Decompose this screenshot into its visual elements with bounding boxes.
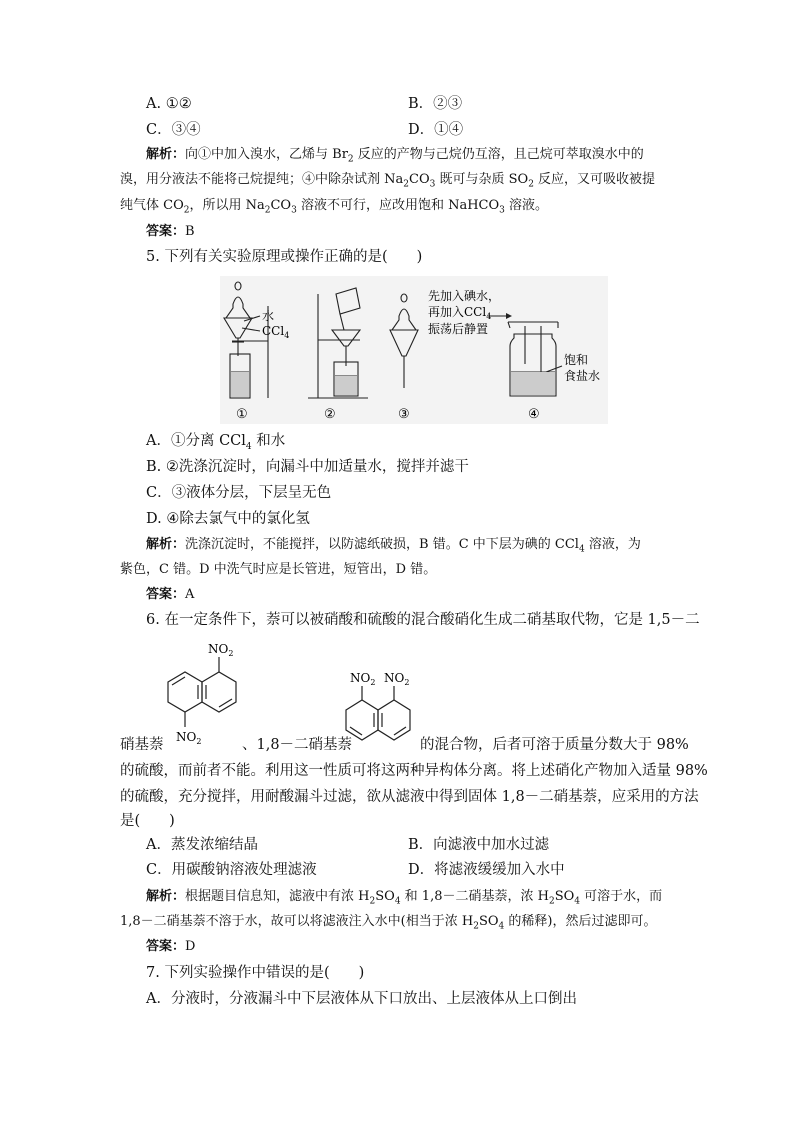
q6-option-b: B．向滤液中加水过滤 (408, 837, 550, 853)
subscript: 3 (291, 205, 297, 216)
subscript: 2 (183, 205, 190, 216)
text: 既可与杂质 SO (435, 172, 529, 187)
subscript: 4 (394, 896, 401, 907)
note-line-2 (428, 304, 491, 321)
subscript: 2 (347, 154, 354, 165)
q4-option-b: B．②③ (408, 96, 463, 112)
figure-number-1: ① (236, 407, 248, 422)
no2-label (350, 671, 375, 687)
analysis-label: 解析： (146, 537, 186, 552)
q6-stem-line-4: 的硫酸，充分搅拌，用耐酸漏斗过滤，欲从滤液中得到固体 1,8－二硝基萘，应采用的方法 (120, 789, 699, 805)
q5-answer (146, 584, 194, 606)
label-water: 水 (262, 309, 275, 323)
text: 溶液，为 (584, 537, 641, 552)
subscript: 2 (548, 896, 555, 907)
no2-label (208, 642, 233, 658)
q6-analysis-line-1 (146, 886, 662, 913)
answer-label: 答案： (146, 587, 186, 602)
subscript: 2 (473, 921, 479, 932)
text: 和水 (251, 433, 286, 449)
q4-answer (146, 221, 195, 243)
text: 1,8－二硝基萘不溶于水，故可以将滤液注入水中(相当于浓 H (120, 914, 474, 929)
text: NO (350, 671, 371, 685)
q5-stem: 5. 下列有关实验原理或操作正确的是( ) (146, 249, 423, 265)
text: 洗涤沉淀时，不能搅拌，以防滤纸破损，B 错。C 中下层为碘的 CCl (185, 537, 579, 552)
subscript: 2 (370, 678, 376, 687)
subscript: 2 (228, 649, 234, 658)
answer-label: 答案： (146, 224, 186, 239)
no2-label (384, 671, 409, 687)
analysis-label: 解析： (146, 889, 186, 904)
q7-stem: 7. 下列实验操作中错误的是( ) (146, 965, 365, 981)
answer-value: A (185, 587, 195, 602)
q5-option-a (146, 430, 285, 458)
q4-analysis-line-3 (120, 195, 548, 222)
subscript: 4 (498, 921, 505, 932)
q6-stem-line-3: 的硫酸，而前者不能。利用这一性质可将这两种异构体分离。将上述硝化产物加入适量 98% (120, 763, 708, 779)
text: 纯气体 CO (120, 198, 184, 213)
subscript: 2 (369, 896, 376, 907)
q6-stem-line-2b: 、1,8－二硝基萘 (242, 737, 353, 753)
analysis-label: 解析： (146, 147, 186, 162)
figure-number-4: ④ (528, 407, 540, 422)
answer-value: D (185, 939, 196, 954)
subscript: 4 (574, 896, 581, 907)
text: 溴，用分液法不能将己烷提纯；④中除杂试剂 Na (120, 172, 404, 187)
q4-option-a: A. ①② (146, 96, 192, 112)
text: 可溶于水，而 (580, 889, 663, 904)
text: 和 1,8－二硝基萘，浓 H (400, 889, 549, 904)
subscript: 2 (528, 179, 534, 190)
subscript: 2 (404, 678, 410, 687)
liquid-layer (335, 376, 357, 395)
liquid-layer (231, 372, 249, 397)
text: SO (478, 914, 499, 929)
q6-answer (146, 936, 195, 958)
subscript: 4 (284, 331, 290, 340)
q6-stem-line-1: 6. 在一定条件下，萘可以被硝酸和硫酸的混合酸硝化生成二硝基取代物，它是 1,5－二 (146, 612, 700, 628)
q4-analysis-line-1 (146, 144, 644, 171)
q5-option-d: D. ④除去氯气中的氯化氢 (146, 511, 310, 527)
label-brine-1: 饱和 (564, 353, 589, 367)
text: CCl (262, 324, 285, 338)
subscript: 4 (486, 312, 492, 321)
q6-option-a: A．蒸发浓缩结晶 (146, 837, 258, 853)
figure-number-3: ③ (398, 407, 410, 422)
text: NO (384, 671, 405, 685)
note-line-1: 先加入碘水， (428, 289, 501, 303)
q4-option-d: D．①④ (408, 122, 464, 138)
text: SO (375, 889, 395, 904)
q4-analysis-line-2 (120, 169, 655, 196)
q5-analysis-line-2: 紫色，C 错。D 中洗气时应是长管进，短管出，D 错。 (120, 562, 437, 577)
no2-label (176, 730, 201, 746)
subscript: 2 (403, 179, 409, 190)
text: NO (176, 730, 197, 744)
q7-option-a: A．分液时，分液漏斗中下层液体从下口放出、上层液体从上口倒出 (146, 991, 577, 1007)
liquid-layer (511, 372, 555, 395)
subscript: 4 (578, 544, 585, 555)
text: 反应，又可吸收被提 (533, 172, 656, 187)
text: 反应的产物与己烷仍互溶，且己烷可萃取溴水中的 (353, 147, 644, 162)
figure-background (220, 276, 608, 424)
structure-1-5-dinitronaphthalene (160, 635, 250, 755)
q5-option-b: B. ②洗涤沉淀时，向漏斗中加适量水，搅拌并滤干 (146, 459, 469, 475)
q5-option-c: C．③液体分层，下层呈无色 (146, 485, 332, 501)
q6-option-c: C．用碳酸钠溶液处理滤液 (146, 862, 317, 878)
subscript: 4 (245, 441, 252, 452)
answer-label: 答案： (146, 939, 186, 954)
q5-analysis-line-1 (146, 534, 641, 561)
q6-stem-line-5: 是( ) (120, 813, 175, 829)
label-brine-2: 食盐水 (564, 369, 601, 383)
q5-apparatus-figure (220, 276, 608, 424)
text: CO (270, 198, 292, 213)
q6-option-d: D．将滤液缓缓加入水中 (408, 862, 565, 878)
note-line-3: 振荡后静置 (428, 322, 489, 336)
text: SO (554, 889, 575, 904)
text: 向①中加入溴水，乙烯与 Br (185, 147, 348, 162)
text: 溶液。 (504, 198, 549, 213)
text: 溶液不可行，应改用饱和 NaHCO (296, 198, 500, 213)
q6-stem-line-2a: 硝基萘 (120, 737, 164, 753)
q6-analysis-line-2 (120, 911, 656, 938)
subscript: 2 (196, 737, 202, 746)
text: A．①分离 CCl (146, 433, 246, 449)
q6-stem-line-2c: 的混合物，后者可溶于质量分数大于 98% (420, 737, 689, 753)
q4-option-c: C．③④ (146, 122, 201, 138)
text: 的稀释)，然后过滤即可。 (504, 914, 657, 929)
text: CO (409, 172, 430, 187)
answer-value: B (185, 224, 195, 239)
subscript: 3 (429, 179, 436, 190)
figure-number-2: ② (324, 407, 336, 422)
text: ，所以用 Na (189, 198, 265, 213)
text: 再加入CCl (428, 305, 487, 319)
text: 根据题目信息知，滤液中有浓 H (185, 889, 370, 904)
text: NO (208, 642, 229, 656)
subscript: 3 (499, 205, 505, 216)
subscript: 2 (264, 205, 271, 216)
